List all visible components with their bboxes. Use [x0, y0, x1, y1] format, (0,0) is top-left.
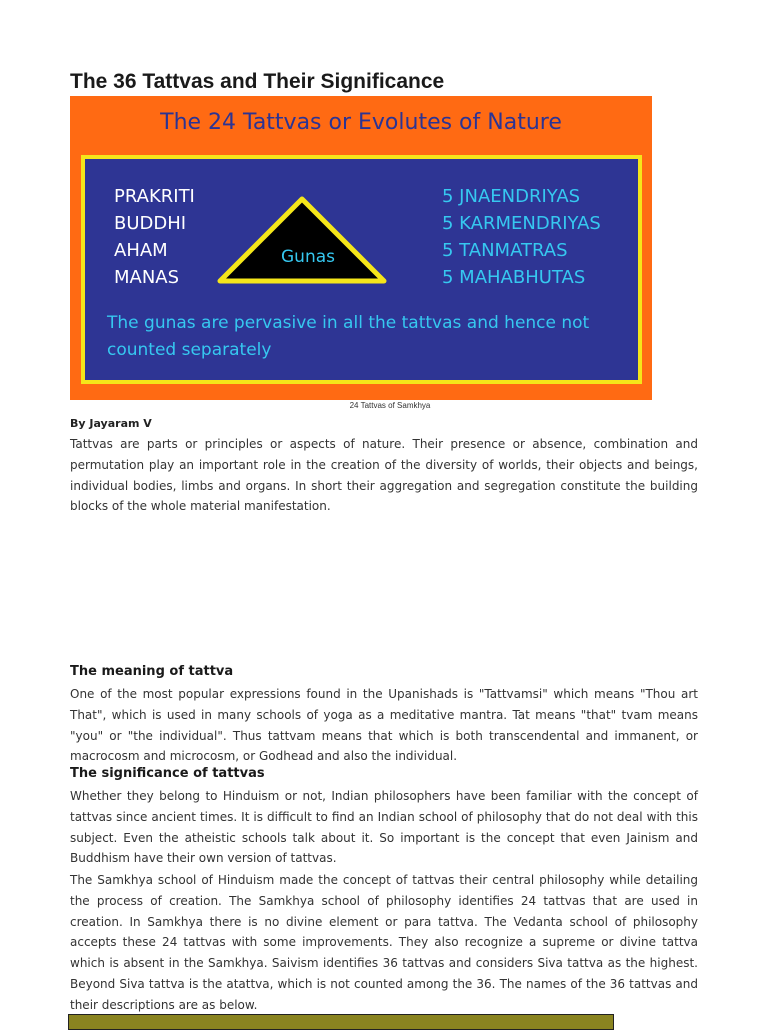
right-tattva-item: 5 KARMENDRIYAS — [442, 213, 601, 234]
right-tattva-item: 5 MAHABHUTAS — [442, 267, 586, 288]
section-heading-significance: The significance of tattvas — [70, 766, 265, 781]
tattvas-figure — [70, 96, 652, 400]
meaning-paragraph: One of the most popular expressions found in the Upanishads is "Tattvamsi" which means "Thou art That", which is used in many schools of yoga as a meditative mantra. Tat means "that" tvam means "you" or "the individual". Thus tattvam means that which is both transcendental and immanent, or macrocosm and microcosm, or Godhead and also the individual. — [70, 687, 698, 764]
figure-inner-panel — [81, 155, 642, 384]
gunas-triangle — [216, 195, 388, 287]
section-heading-meaning: The meaning of tattva — [70, 664, 234, 679]
figure-heading: The 24 Tattvas or Evolutes of Nature — [160, 110, 562, 135]
left-tattva-item: AHAM — [114, 240, 168, 261]
author-byline: By Jayaram V — [70, 417, 152, 430]
gunas-label: Gunas — [281, 247, 335, 267]
left-tattva-item: MANAS — [114, 267, 180, 288]
right-tattva-item: 5 TANMATRAS — [442, 240, 568, 261]
page-title: The 36 Tattvas and Their Significance — [70, 70, 445, 93]
triangle-shape — [220, 199, 384, 281]
left-tattva-item: BUDDHI — [114, 213, 187, 234]
right-tattva-list — [442, 183, 601, 291]
significance-paragraph-1: Whether they belong to Hinduism or not, Indian philosophers have been familiar with the concept of tattvas since ancient times. It is difficult to find an Indian school of philosophy that do not deal with this subject. Even the atheistic schools talk about it. So important is the concept that even Jainism and Buddhism have their own version of tattvas. — [70, 789, 698, 866]
left-tattva-list — [114, 183, 195, 291]
figure-note: The gunas are pervasive in all the tattvas and hence not counted separately — [107, 313, 590, 360]
intro-paragraph: Tattvas are parts or principles or aspects of nature. Their presence or absence, combination and permutation play an important role in the creation of the diversity of worlds, their objects and beings, individual bodies, limbs and organs. In short their aggregation and segregation constitute the building blocks of the whole material manifestation. — [70, 437, 698, 514]
right-tattva-item: 5 JNAENDRIYAS — [442, 186, 581, 207]
figure-caption: 24 Tattvas of Samkhya — [349, 401, 431, 410]
significance-paragraph-2: The Samkhya school of Hinduism made the concept of tattvas their central philosophy while detailing the process of creation. The Samkhya school of philosophy identifies 24 tattvas that are used in creation. In Samkhya there is no divine element or para tattva. The Vedanta school of philosophy accepts these 24 tattvas with some improvements. They also recognize a supreme or divine tattva which is absent in the Samkhya. Saivism identifies 36 tattvas and considers Siva tattva as the highest. Beyond Siva tattva is the atattva, which is not counted among the 36. The names of the 36 tattvas and their descriptions are as below. — [70, 873, 698, 1012]
left-tattva-item: PRAKRITI — [114, 186, 195, 207]
table-header-bar — [68, 1014, 614, 1030]
